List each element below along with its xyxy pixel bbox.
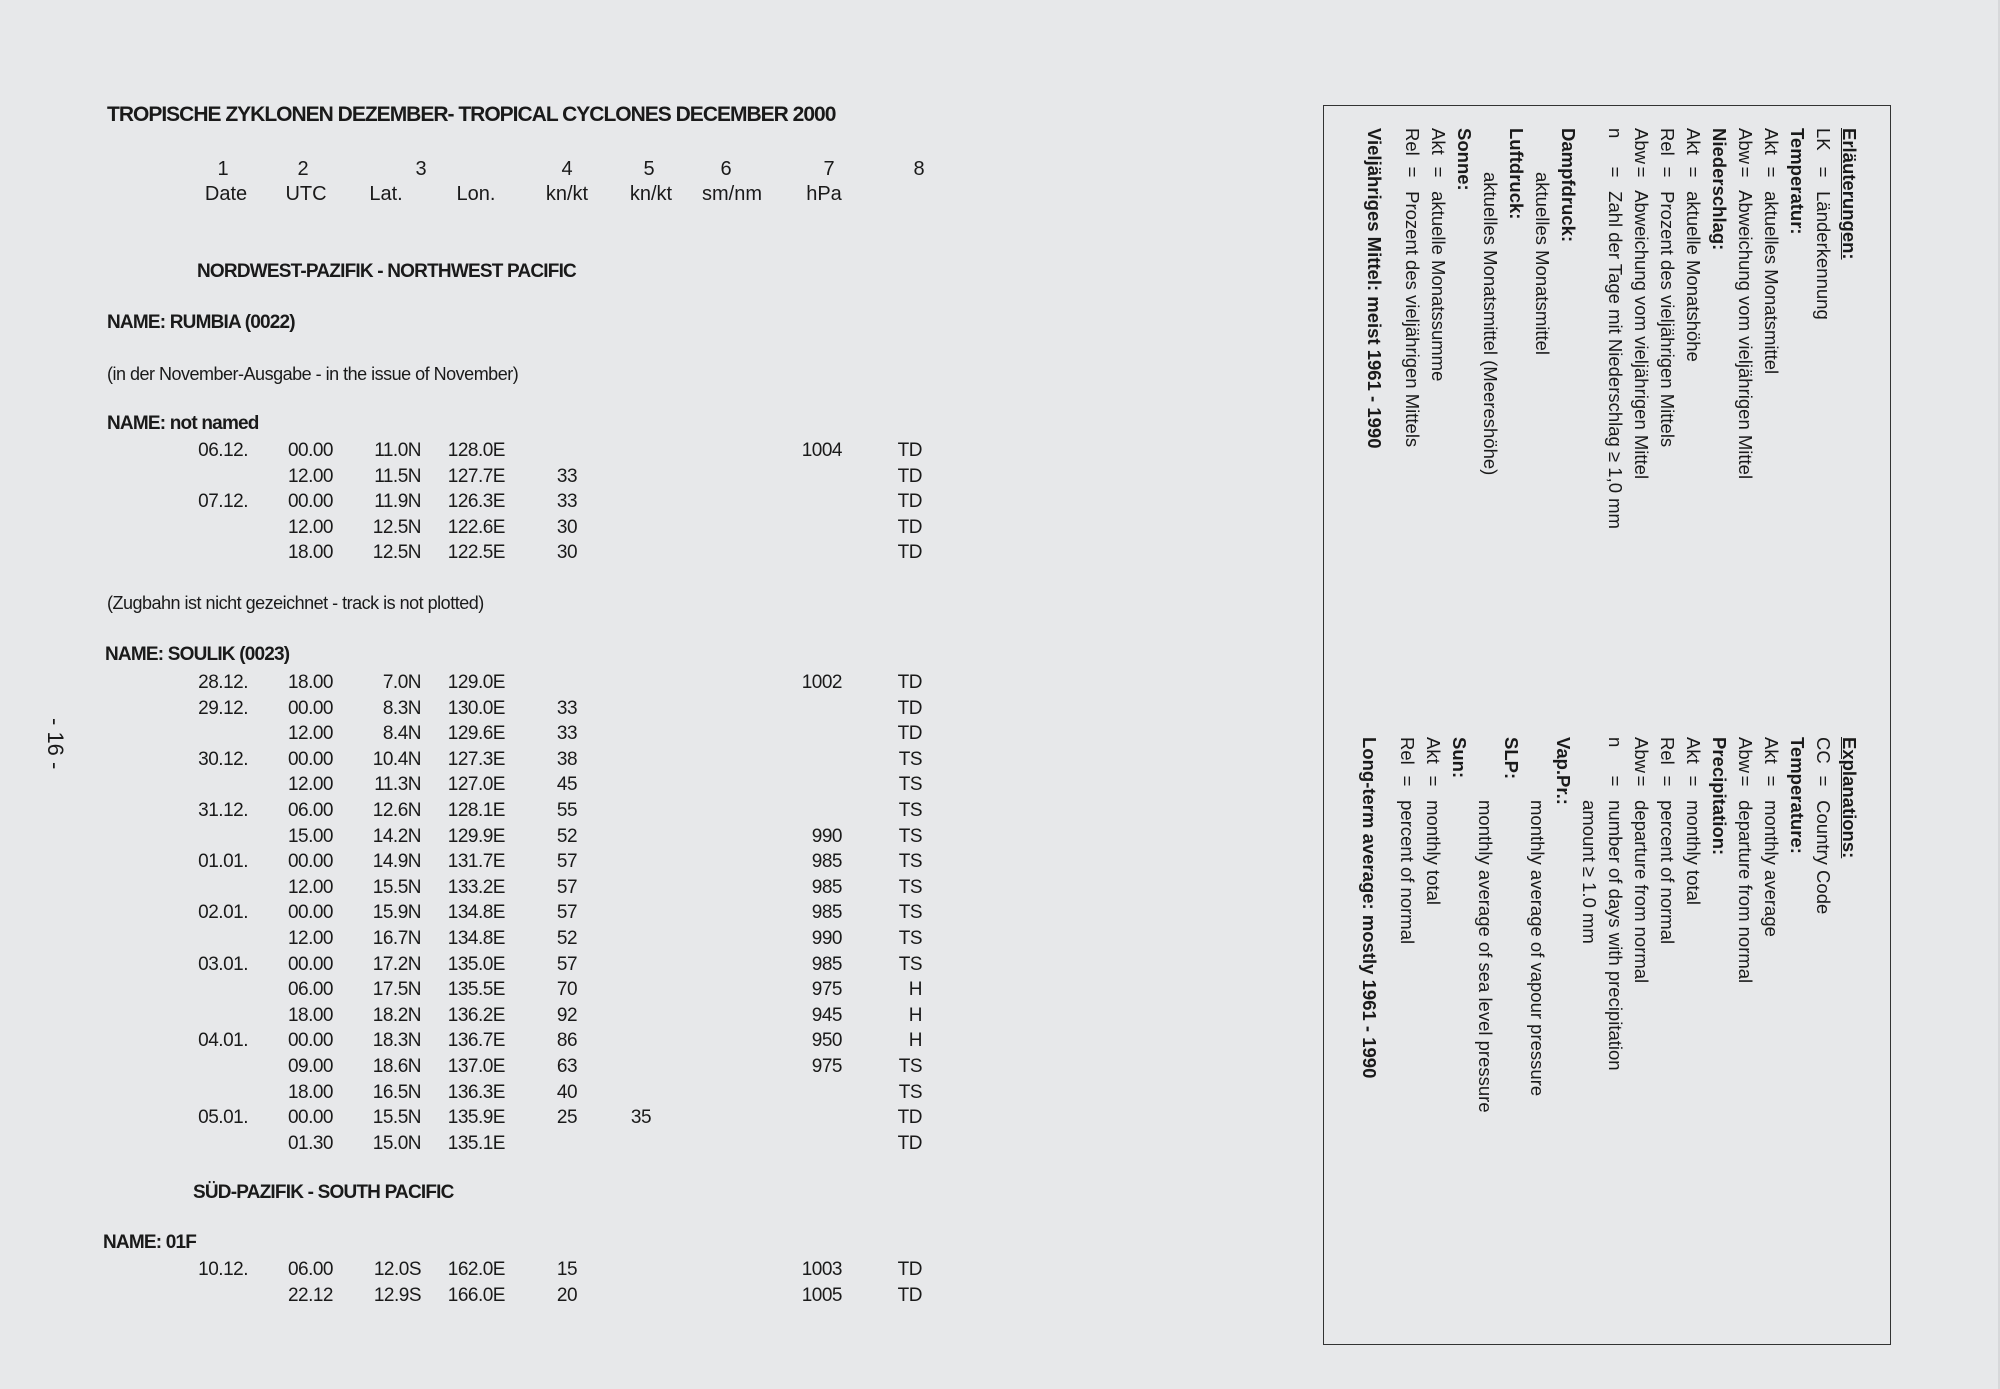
table-cell-cls: TD bbox=[897, 516, 922, 538]
table-cell-lat: 18.3N bbox=[372, 1030, 421, 1052]
table-cell-wind: 40 bbox=[556, 1081, 578, 1103]
table-cell-hpa: 985 bbox=[811, 851, 842, 873]
legend-entry: Rel= Prozent des vieljährigen Mittels bbox=[1657, 128, 1678, 448]
table-cell-date: 05.01. bbox=[198, 1107, 248, 1129]
table-cell-wind: 33 bbox=[556, 697, 578, 719]
table-cell-date: 03.01. bbox=[198, 953, 248, 975]
col-unit: hPa bbox=[806, 183, 842, 205]
legend-entry: Rel= percent of normal bbox=[1657, 737, 1678, 945]
legend-title: Erläuterungen: bbox=[1839, 128, 1860, 260]
table-cell-lat: 12.9S bbox=[373, 1284, 421, 1306]
table-cell-wind: 25 bbox=[556, 1107, 578, 1129]
table-cell-hpa: 985 bbox=[811, 876, 842, 898]
table-cell-lat: 12.5N bbox=[372, 542, 421, 564]
table-cell-date: 28.12. bbox=[198, 672, 248, 693]
col-unit: Date bbox=[204, 183, 248, 205]
table-cell-date: 07.12. bbox=[198, 491, 248, 513]
table-cell-lon: 131.7E bbox=[447, 851, 505, 873]
table-cell-utc: 00.00 bbox=[287, 1030, 333, 1052]
table-cell-lon: 135.9E bbox=[447, 1107, 505, 1129]
legend-spacer bbox=[1382, 737, 1394, 1113]
legend-heading: Sun: bbox=[1449, 737, 1470, 779]
table-cell-cls: H bbox=[908, 979, 922, 1001]
legend-heading: SLP: bbox=[1501, 737, 1522, 780]
table-cell-cls: TD bbox=[897, 465, 922, 487]
table-cell-lat: 17.5N bbox=[372, 979, 421, 1001]
table-cell-lat: 16.5N bbox=[372, 1081, 421, 1103]
table-cell-wind: 86 bbox=[556, 1030, 578, 1052]
table-cell-utc: 00.00 bbox=[287, 851, 333, 873]
table-cell-hpa: 975 bbox=[811, 979, 842, 1001]
table-cell-utc: 00.00 bbox=[287, 902, 333, 924]
table-cell-cls: TS bbox=[898, 1056, 922, 1077]
table-cell-cls: TS bbox=[898, 748, 922, 770]
table-cell-date: 10.12. bbox=[198, 1259, 248, 1280]
table-cell-utc: 18.00 bbox=[287, 542, 333, 564]
table-cell-cls: H bbox=[908, 1030, 922, 1052]
legend-heading: Vap.Pr.: bbox=[1553, 737, 1574, 805]
table-cell-lon: 127.0E bbox=[447, 774, 505, 796]
table-cell-lat: 15.0N bbox=[372, 1132, 421, 1154]
table-cell-hpa: 1004 bbox=[801, 440, 842, 461]
legend-entry: Akt= aktuelles Monatsmittel bbox=[1761, 128, 1782, 375]
table-cell-lat: 15.5N bbox=[372, 1107, 421, 1129]
col-unit: kn/kt bbox=[629, 183, 673, 205]
storm-name: NAME: 01F bbox=[103, 1232, 197, 1253]
table-cell-utc: 12.00 bbox=[287, 516, 333, 538]
col-number: 2 bbox=[297, 158, 309, 180]
table-cell-wind: 92 bbox=[556, 1004, 578, 1026]
table-cell-utc: 12.00 bbox=[287, 723, 333, 745]
table-cell-wind: 52 bbox=[556, 825, 578, 847]
table-cell-cls: TD bbox=[897, 440, 922, 461]
legend-german bbox=[1361, 128, 1862, 529]
table-cell-utc: 09.00 bbox=[287, 1056, 333, 1077]
col-number: 5 bbox=[643, 158, 655, 180]
table-cell-wind: 57 bbox=[556, 902, 578, 924]
legend-entry: Abw= Abweichung vom vieljährigen Mittel bbox=[1631, 128, 1652, 480]
legend-text: monthly average of vapour pressure bbox=[1527, 800, 1548, 1097]
table-cell-wind: 70 bbox=[556, 979, 578, 1001]
table-cell-utc: 12.00 bbox=[287, 774, 333, 796]
table-cell-lat: 17.2N bbox=[372, 953, 421, 975]
table-cell-lat: 12.6N bbox=[372, 800, 421, 821]
table-cell-utc: 15.00 bbox=[287, 825, 333, 847]
table-cell-cls: TS bbox=[898, 876, 922, 898]
table-cell-lon: 134.8E bbox=[447, 902, 505, 924]
table-cell-lon: 122.5E bbox=[447, 542, 505, 564]
table-cell-lat: 8.3N bbox=[382, 697, 421, 719]
legend-entry: n= Zahl der Tage mit Niederschlag ≥ 1,0 mm bbox=[1605, 128, 1626, 529]
table-cell-utc: 06.00 bbox=[287, 800, 333, 821]
table-cell-lat: 15.9N bbox=[372, 902, 421, 924]
table-cell-lon: 129.6E bbox=[447, 723, 505, 745]
table-cell-lon: 135.0E bbox=[447, 953, 505, 975]
legend-spacer bbox=[1581, 128, 1602, 529]
table-cell-cls: TS bbox=[898, 902, 922, 924]
table-cell-lat: 11.0N bbox=[374, 440, 421, 461]
storm-name: NAME: not named bbox=[107, 413, 259, 434]
table-cell-utc: 22.12 bbox=[287, 1284, 333, 1306]
col-number: 4 bbox=[561, 158, 573, 180]
col-number: 3 bbox=[415, 158, 427, 180]
table-cell-lon: 133.2E bbox=[447, 876, 505, 898]
table-cell-wind: 20 bbox=[556, 1284, 578, 1306]
table-cell-lat: 11.5N bbox=[374, 465, 421, 487]
legend-entry: Abw= departure from normal bbox=[1735, 737, 1756, 984]
section-heading: SÜD-PAZIFIK - SOUTH PACIFIC bbox=[193, 1182, 454, 1203]
table-cell-wind: 15 bbox=[556, 1259, 578, 1280]
storm-note: (Zugbahn ist nicht gezeichnet - track is not plotted) bbox=[107, 593, 484, 613]
col-unit: sm/nm bbox=[702, 183, 762, 205]
table-cell-hpa: 1003 bbox=[801, 1259, 842, 1280]
col-number: 1 bbox=[217, 158, 229, 180]
storm-name: NAME: SOULIK (0023) bbox=[105, 644, 290, 665]
table-cell-cls: TS bbox=[898, 1081, 922, 1103]
col-unit: kn/kt bbox=[545, 183, 589, 205]
table-cell-cls: TD bbox=[897, 542, 922, 564]
legend-entry: LK= Länderkennung bbox=[1813, 128, 1834, 320]
legend-entry: Akt= aktuelle Monatshöhe bbox=[1683, 128, 1704, 362]
legend-heading: Niederschlag: bbox=[1709, 128, 1730, 251]
table-cell-hpa: 985 bbox=[811, 953, 842, 975]
table-cell-lat: 10.4N bbox=[372, 748, 421, 770]
table-cell-utc: 12.00 bbox=[287, 876, 333, 898]
table-cell-cls: TD bbox=[897, 1284, 922, 1306]
table-cell-wind: 57 bbox=[556, 876, 578, 898]
table-cell-date: 30.12. bbox=[198, 748, 248, 770]
table-cell-cls: TS bbox=[898, 800, 922, 821]
table-cell-lat: 18.6N bbox=[372, 1056, 421, 1077]
legend-spacer bbox=[1387, 128, 1399, 529]
legend-heading: Temperatur: bbox=[1787, 128, 1808, 235]
table-cell-hpa: 990 bbox=[811, 825, 842, 847]
legend-heading: Sonne: bbox=[1454, 128, 1475, 191]
table-cell-cls: TS bbox=[898, 928, 922, 949]
table-cell-lon: 166.0E bbox=[447, 1284, 505, 1306]
table-cell-wind: 57 bbox=[556, 851, 578, 873]
legend-entry: Akt= monthly total bbox=[1423, 737, 1444, 906]
table-cell-lon: 126.3E bbox=[447, 491, 505, 513]
table-cell-cls: TD bbox=[897, 697, 922, 719]
table-cell-cls: TS bbox=[898, 774, 922, 796]
table-cell-cls: TD bbox=[897, 1132, 922, 1154]
table-cell-lat: 14.2N bbox=[372, 825, 421, 847]
legend-heading: Precipitation: bbox=[1709, 737, 1730, 856]
legend-title: Explanations: bbox=[1839, 737, 1860, 859]
col-unit: Lon. bbox=[456, 183, 496, 205]
table-cell-lon: 127.7E bbox=[447, 465, 505, 487]
table-cell-wind: 30 bbox=[556, 516, 578, 538]
legend-text: amount ≥ 1.0 mm bbox=[1579, 800, 1600, 944]
table-cell-cls: TD bbox=[897, 1107, 922, 1129]
table-cell-wind: 55 bbox=[556, 800, 578, 821]
table-cell-lat: 11.9N bbox=[374, 491, 421, 513]
table-cell-lat: 15.5N bbox=[372, 876, 421, 898]
table-cell-utc: 06.00 bbox=[287, 979, 333, 1001]
table-cell-lon: 127.3E bbox=[447, 748, 505, 770]
storm-name: NAME: RUMBIA (0022) bbox=[107, 312, 295, 333]
table-cell-wind: 33 bbox=[556, 491, 578, 513]
table-cell-utc: 12.00 bbox=[287, 928, 333, 949]
table-cell-utc: 00.00 bbox=[287, 440, 333, 461]
table-cell-wind: 63 bbox=[556, 1056, 578, 1077]
legend-english bbox=[1356, 737, 1862, 1113]
legend-footer: Vieljähriges Mittel: meist 1961 - 1990 bbox=[1364, 128, 1385, 449]
table-cell-utc: 18.00 bbox=[287, 1081, 333, 1103]
table-cell-wind: 57 bbox=[556, 953, 578, 975]
legend-entry: Akt= monthly average bbox=[1761, 737, 1782, 937]
table-cell-hpa: 1005 bbox=[801, 1284, 842, 1306]
col-unit: Lat. bbox=[369, 183, 403, 205]
table-cell-lon: 136.3E bbox=[447, 1081, 505, 1103]
table-cell-lat: 14.9N bbox=[372, 851, 421, 873]
table-cell-cls: TS bbox=[898, 825, 922, 847]
table-cell-date: 29.12. bbox=[198, 697, 248, 719]
table-cell-cls: TD bbox=[897, 1259, 922, 1280]
table-cell-hpa: 950 bbox=[811, 1030, 842, 1052]
table-cell-utc: 06.00 bbox=[287, 1259, 333, 1280]
table-cell-cls: TD bbox=[897, 723, 922, 745]
table-cell-lon: 129.9E bbox=[447, 825, 505, 847]
table-cell-wind: 38 bbox=[556, 748, 578, 770]
col-number: 6 bbox=[720, 158, 732, 180]
legend-entry: Akt= aktuelle Monatssumme bbox=[1428, 128, 1449, 382]
table-cell-lon: 136.7E bbox=[447, 1030, 505, 1052]
table-cell-cls: H bbox=[908, 1004, 922, 1026]
legend-heading: Luftdruck: bbox=[1506, 128, 1527, 220]
legend-text: aktuelles Monatsmittel (Meereshöhe) bbox=[1480, 172, 1501, 476]
table-cell-lon: 122.6E bbox=[447, 516, 505, 538]
table-cell-cls: TD bbox=[897, 672, 922, 693]
table-cell-lon: 128.1E bbox=[447, 800, 505, 821]
table-cell-cls: TS bbox=[898, 953, 922, 975]
page-number: - 16 - bbox=[43, 718, 68, 770]
table-cell-date: 06.12. bbox=[198, 440, 248, 461]
table-cell-hpa: 990 bbox=[811, 928, 842, 949]
table-cell-lon: 134.8E bbox=[447, 928, 505, 949]
col-number: 7 bbox=[823, 158, 835, 180]
table-cell-date: 31.12. bbox=[198, 800, 248, 821]
table-cell-utc: 01.30 bbox=[287, 1132, 333, 1154]
table-cell-lat: 11.3N bbox=[374, 774, 421, 796]
table-cell-gust: 35 bbox=[630, 1107, 652, 1129]
table-cell-lon: 128.0E bbox=[447, 440, 505, 461]
legend-entry: Abw= departure from normal bbox=[1631, 737, 1652, 984]
section-heading: NORDWEST-PAZIFIK - NORTHWEST PACIFIC bbox=[197, 261, 576, 282]
legend-heading: Temperature: bbox=[1787, 737, 1808, 854]
table-cell-hpa: 945 bbox=[811, 1004, 842, 1026]
table-cell-wind: 33 bbox=[556, 465, 578, 487]
table-cell-date: 01.01. bbox=[198, 851, 248, 873]
table-cell-utc: 00.00 bbox=[287, 748, 333, 770]
table-cell-lon: 162.0E bbox=[447, 1259, 505, 1280]
table-cell-wind: 33 bbox=[556, 723, 578, 745]
table-cell-lat: 8.4N bbox=[382, 723, 421, 745]
table-cell-utc: 00.00 bbox=[287, 953, 333, 975]
page-title: TROPISCHE ZYKLONEN DEZEMBER- TROPICAL CYCLONES DECEMBER 2000 bbox=[107, 103, 836, 126]
table-cell-utc: 00.00 bbox=[287, 1107, 333, 1129]
table-cell-lat: 12.0S bbox=[373, 1259, 421, 1280]
table-cell-lon: 136.2E bbox=[447, 1004, 505, 1026]
col-number: 8 bbox=[913, 158, 925, 180]
legend-entry: Abw= Abweichung vom vieljährigen Mittel bbox=[1735, 128, 1756, 480]
table-cell-date: 02.01. bbox=[198, 902, 248, 924]
table-cell-date: 04.01. bbox=[198, 1030, 248, 1052]
legend-text: aktuelles Monatsmittel bbox=[1532, 172, 1553, 356]
table-cell-lon: 135.5E bbox=[447, 979, 505, 1001]
table-cell-utc: 18.00 bbox=[287, 672, 333, 693]
legend-entry: CC= Country Code bbox=[1813, 737, 1834, 915]
table-cell-hpa: 975 bbox=[811, 1056, 842, 1077]
table-cell-lat: 18.2N bbox=[372, 1004, 421, 1026]
legend-entry: n= number of days with precipitation bbox=[1605, 737, 1626, 1071]
table-cell-lon: 135.1E bbox=[447, 1132, 505, 1154]
legend-text: monthly average of sea level pressure bbox=[1475, 800, 1496, 1113]
table-cell-utc: 18.00 bbox=[287, 1004, 333, 1026]
legend-entry: Akt= monthly total bbox=[1683, 737, 1704, 906]
table-cell-wind: 30 bbox=[556, 542, 578, 564]
table-cell-lat: 12.5N bbox=[372, 516, 421, 538]
table-cell-lat: 16.7N bbox=[372, 928, 421, 949]
table-cell-lon: 137.0E bbox=[447, 1056, 505, 1077]
table-cell-hpa: 1002 bbox=[801, 672, 842, 693]
table-cell-utc: 00.00 bbox=[287, 697, 333, 719]
table-cell-lon: 129.0E bbox=[447, 672, 505, 693]
table-cell-cls: TS bbox=[898, 851, 922, 873]
storm-note: (in der November-Ausgabe - in the issue of November) bbox=[107, 364, 519, 384]
table-cell-cls: TD bbox=[897, 491, 922, 513]
legend-heading: Dampfdruck: bbox=[1558, 128, 1579, 243]
table-cell-lat: 7.0N bbox=[382, 672, 421, 693]
table-cell-utc: 00.00 bbox=[287, 491, 333, 513]
legend-entry: Rel= percent of normal bbox=[1397, 737, 1418, 945]
table-cell-hpa: 985 bbox=[811, 902, 842, 924]
table-cell-wind: 52 bbox=[556, 928, 578, 949]
legend-entry: Rel= Prozent des vieljährigen Mittels bbox=[1402, 128, 1423, 448]
table-cell-wind: 45 bbox=[556, 774, 578, 796]
table-cell-lon: 130.0E bbox=[447, 697, 505, 719]
legend-footer: Long-term average: mostly 1961 - 1990 bbox=[1359, 737, 1380, 1079]
col-unit: UTC bbox=[285, 183, 327, 205]
table-cell-utc: 12.00 bbox=[287, 465, 333, 487]
